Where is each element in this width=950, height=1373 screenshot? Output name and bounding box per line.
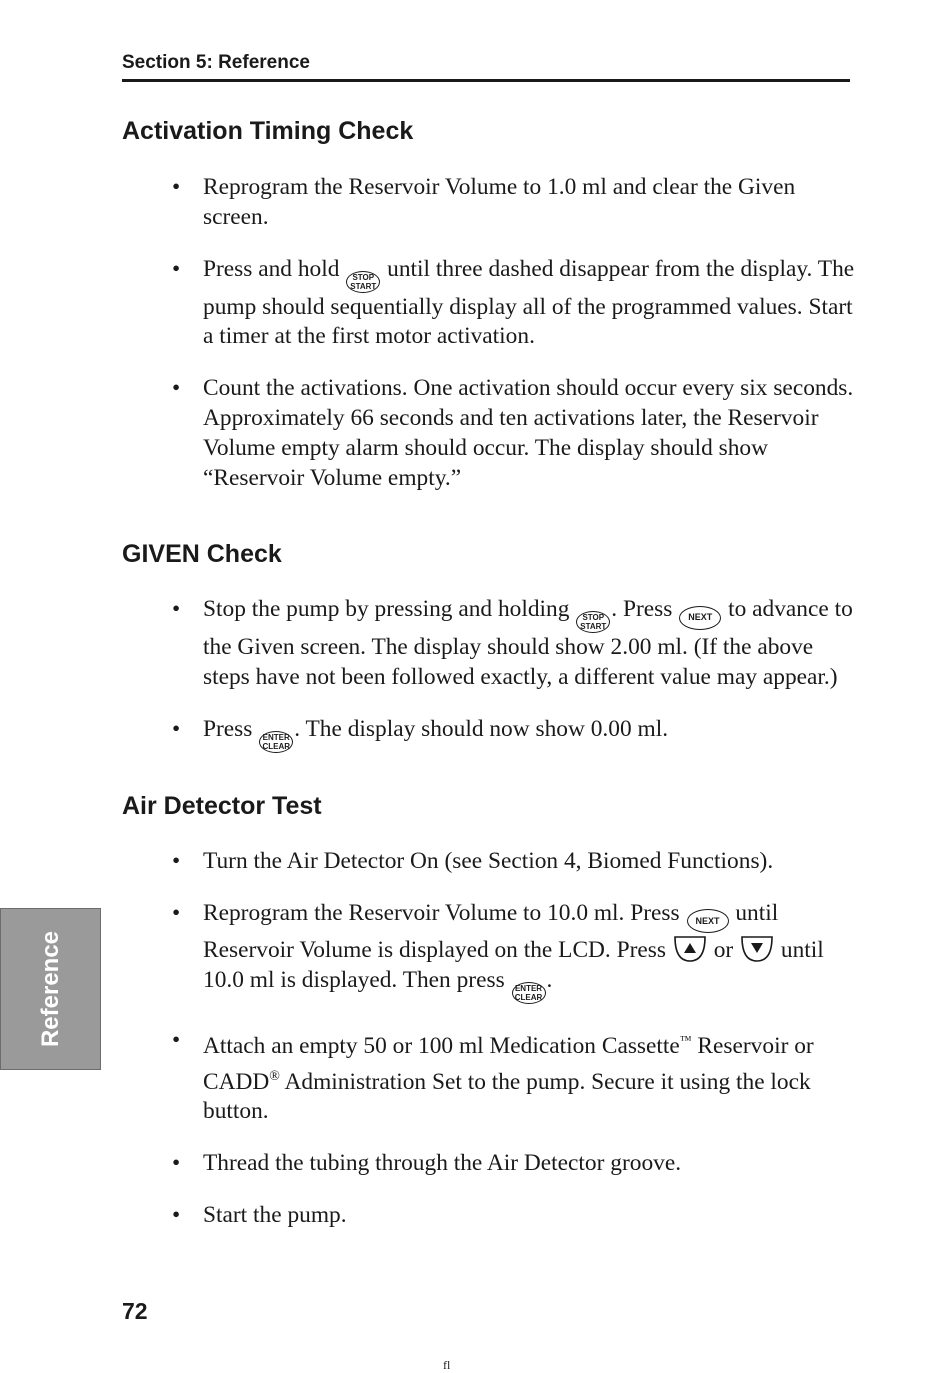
list-item bbox=[172, 255, 862, 353]
item-text: . The display should now show 0.00 ml. bbox=[294, 715, 669, 742]
list-item bbox=[172, 899, 862, 1004]
item-text: Turn the Air Detector On (see Section 4, Biomed Functions). bbox=[203, 848, 774, 874]
item-text: Press and hold bbox=[203, 255, 346, 282]
item-text: or bbox=[707, 937, 740, 964]
list-item bbox=[172, 1026, 862, 1127]
enter-clear-button-icon: ENTER CLEAR bbox=[259, 731, 293, 753]
item-text: Reprogram the Reservoir Volume to 1.0 ml and clear the Given screen. bbox=[203, 174, 796, 230]
down-arrow-button-icon bbox=[739, 933, 775, 963]
item-text: Attach an empty 50 or 100 ml Medication Cassette bbox=[203, 1032, 680, 1059]
list-item bbox=[172, 374, 862, 493]
section-title-given-check: GIVEN Check bbox=[122, 540, 282, 568]
registered-symbol: ® bbox=[269, 1068, 280, 1084]
item-text: Reservoir or CADD bbox=[203, 1032, 814, 1095]
stop-start-button-icon: STOP START bbox=[576, 611, 610, 633]
header-rule bbox=[122, 79, 850, 82]
reference-side-tab bbox=[0, 908, 101, 1070]
stop-start-button-icon: STOP START bbox=[346, 271, 380, 293]
section-title-air-detector-test: Air Detector Test bbox=[122, 792, 322, 820]
item-text: . bbox=[546, 967, 553, 994]
item-text: Count the activations. One activation should occur every six seconds. Approximately 66 seconds and ten activations later, the Reservoir Volume empty alarm should occur. The display should show “Reservoir Volume empty.” bbox=[203, 375, 854, 491]
list-item bbox=[172, 173, 862, 233]
air-detector-list bbox=[172, 847, 862, 1231]
running-header: Section 5: Reference bbox=[122, 52, 310, 73]
item-text: Reprogram the Reservoir Volume to 10.0 ml. Press bbox=[203, 899, 686, 926]
trademark-symbol: ™ bbox=[679, 1033, 692, 1048]
list-item bbox=[172, 1201, 862, 1231]
item-text: until 10.0 ml is displayed. Then press bbox=[203, 937, 824, 994]
item-text: Press bbox=[203, 715, 259, 742]
next-button-icon: NEXT bbox=[687, 909, 729, 933]
page-number: 72 bbox=[122, 1298, 148, 1324]
item-text: to advance to the Given screen. The display should show 2.00 ml. (If the above steps have not been followed exactly, a different value may appear.) bbox=[203, 596, 853, 690]
item-text: Start the pump. bbox=[203, 1201, 347, 1228]
activation-timing-list bbox=[172, 173, 862, 493]
next-button-icon: NEXT bbox=[679, 606, 721, 630]
side-tab-label: Reference bbox=[36, 930, 64, 1048]
item-text: until three dashed disappear from the display. The pump should sequentially display all of the programmed values. Start a timer at the first motor activation. bbox=[203, 255, 855, 350]
item-text: Thread the tubing through the Air Detector groove. bbox=[203, 1150, 682, 1177]
item-text: Administration Set to the pump. Secure it using the lock button. bbox=[203, 1068, 811, 1125]
up-arrow-button-icon bbox=[672, 933, 708, 963]
section-title-activation-timing: Activation Timing Check bbox=[122, 117, 414, 145]
item-text: Stop the pump by pressing and holding bbox=[203, 596, 576, 622]
item-text: until Reservoir Volume is displayed on the LCD. Press bbox=[203, 899, 779, 964]
item-text: . Press bbox=[611, 596, 679, 622]
list-item bbox=[172, 1149, 862, 1179]
footer-mark: fl bbox=[443, 1358, 451, 1372]
list-item bbox=[172, 847, 862, 877]
list-item bbox=[172, 595, 862, 693]
given-check-list bbox=[172, 595, 862, 753]
list-item bbox=[172, 715, 862, 753]
enter-clear-button-icon: ENTER CLEAR bbox=[512, 982, 546, 1004]
